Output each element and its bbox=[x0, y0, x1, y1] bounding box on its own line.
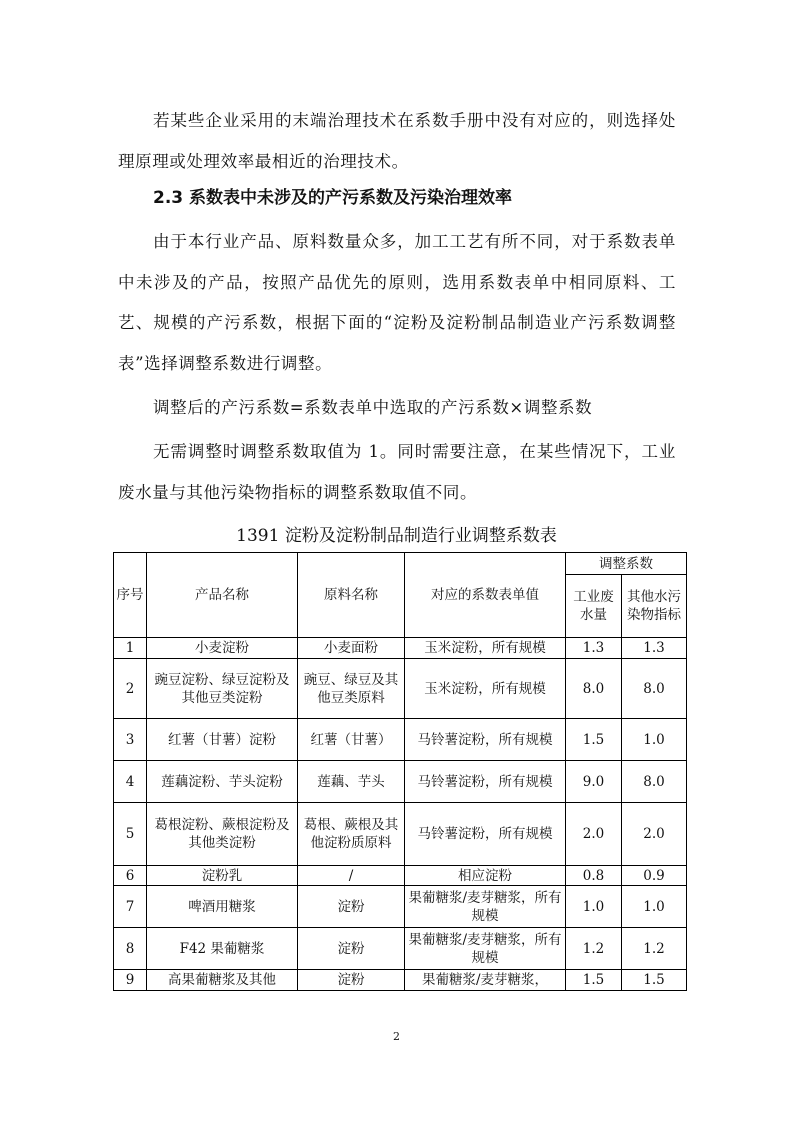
header-unit: 对应的系数表单值 bbox=[405, 553, 566, 638]
cell-material: 葛根、蕨根及其他淀粉质原料 bbox=[298, 803, 405, 866]
header-adjust: 调整系数 bbox=[566, 553, 687, 575]
cell-unit: 果葡糖浆/麦芽糖浆， bbox=[405, 970, 566, 991]
cell-unit: 玉米淀粉，所有规模 bbox=[405, 638, 566, 659]
cell-seq: 7 bbox=[114, 886, 147, 928]
paragraph-formula: 调整后的产污系数=系数表单中选取的产污系数×调整系数 bbox=[153, 398, 593, 417]
cell-other: 1.3 bbox=[622, 638, 687, 659]
table-row bbox=[114, 659, 687, 719]
cell-unit: 马铃薯淀粉，所有规模 bbox=[405, 719, 566, 761]
table-title: 1391 淀粉及淀粉制品制造行业调整系数表 bbox=[236, 526, 557, 546]
cell-unit: 果葡糖浆/麦芽糖浆，所有规模 bbox=[405, 886, 566, 928]
header-other: 其他水污染物指标 bbox=[622, 575, 687, 638]
cell-water: 2.0 bbox=[566, 803, 622, 866]
cell-material: 莲藕、芋头 bbox=[298, 761, 405, 803]
page-number: 2 bbox=[393, 1030, 400, 1043]
cell-material: 淀粉 bbox=[298, 928, 405, 970]
cell-seq: 4 bbox=[114, 761, 147, 803]
cell-water: 9.0 bbox=[566, 761, 622, 803]
table-row bbox=[114, 970, 687, 991]
cell-product: 小麦淀粉 bbox=[147, 638, 298, 659]
adjustment-table bbox=[113, 552, 687, 991]
cell-seq: 3 bbox=[114, 719, 147, 761]
header-material: 原料名称 bbox=[298, 553, 405, 638]
cell-other: 1.0 bbox=[622, 719, 687, 761]
cell-product: 葛根淀粉、蕨根淀粉及其他类淀粉 bbox=[147, 803, 298, 866]
cell-unit: 果葡糖浆/麦芽糖浆，所有规模 bbox=[405, 928, 566, 970]
table-row bbox=[114, 803, 687, 866]
table-row bbox=[114, 866, 687, 886]
cell-material: 小麦面粉 bbox=[298, 638, 405, 659]
cell-water: 1.2 bbox=[566, 928, 622, 970]
cell-seq: 2 bbox=[114, 659, 147, 719]
cell-material: 淀粉 bbox=[298, 886, 405, 928]
cell-unit: 马铃薯淀粉，所有规模 bbox=[405, 803, 566, 866]
paragraph-note: 无需调整时调整系数取值为 1。同时需要注意，在某些情况下，工业废水量与其他污染物指标的调整系数取值不同。 bbox=[118, 442, 676, 502]
cell-other: 8.0 bbox=[622, 659, 687, 719]
cell-material: / bbox=[298, 866, 405, 886]
cell-unit: 玉米淀粉，所有规模 bbox=[405, 659, 566, 719]
cell-product: 高果葡糖浆及其他 bbox=[147, 970, 298, 991]
table-row bbox=[114, 761, 687, 803]
cell-seq: 5 bbox=[114, 803, 147, 866]
cell-water: 1.5 bbox=[566, 719, 622, 761]
cell-unit: 相应淀粉 bbox=[405, 866, 566, 886]
cell-seq: 9 bbox=[114, 970, 147, 991]
cell-other: 0.9 bbox=[622, 866, 687, 886]
section-heading: 2.3 系数表中未涉及的产污系数及污染治理效率 bbox=[153, 188, 513, 208]
cell-water: 1.0 bbox=[566, 886, 622, 928]
cell-water: 1.5 bbox=[566, 970, 622, 991]
cell-product: F42 果葡糖浆 bbox=[147, 928, 298, 970]
cell-water: 0.8 bbox=[566, 866, 622, 886]
cell-other: 1.2 bbox=[622, 928, 687, 970]
header-seq: 序号 bbox=[114, 553, 147, 638]
header-product: 产品名称 bbox=[147, 553, 298, 638]
cell-material: 红薯（甘薯） bbox=[298, 719, 405, 761]
cell-product: 豌豆淀粉、绿豆淀粉及其他豆类淀粉 bbox=[147, 659, 298, 719]
table-row bbox=[114, 886, 687, 928]
cell-product: 啤酒用糖浆 bbox=[147, 886, 298, 928]
cell-seq: 1 bbox=[114, 638, 147, 659]
cell-unit: 马铃薯淀粉，所有规模 bbox=[405, 761, 566, 803]
header-water: 工业废水量 bbox=[566, 575, 622, 638]
cell-product: 淀粉乳 bbox=[147, 866, 298, 886]
table-row bbox=[114, 928, 687, 970]
cell-material: 淀粉 bbox=[298, 970, 405, 991]
cell-material: 豌豆、绿豆及其他豆类原料 bbox=[298, 659, 405, 719]
cell-other: 1.0 bbox=[622, 886, 687, 928]
cell-product: 红薯（甘薯）淀粉 bbox=[147, 719, 298, 761]
table-row bbox=[114, 719, 687, 761]
cell-seq: 8 bbox=[114, 928, 147, 970]
cell-seq: 6 bbox=[114, 866, 147, 886]
table-row bbox=[114, 638, 687, 659]
cell-other: 8.0 bbox=[622, 761, 687, 803]
cell-other: 1.5 bbox=[622, 970, 687, 991]
cell-product: 莲藕淀粉、芋头淀粉 bbox=[147, 761, 298, 803]
cell-water: 8.0 bbox=[566, 659, 622, 719]
paragraph-treatment-tech: 若某些企业采用的末端治理技术在系数手册中没有对应的，则选择处理原理或处理效率最相近的治理技术。 bbox=[118, 111, 676, 171]
cell-other: 2.0 bbox=[622, 803, 687, 866]
cell-water: 1.3 bbox=[566, 638, 622, 659]
paragraph-adjust-method: 由于本行业产品、原料数量众多，加工工艺有所不同，对于系数表单中未涉及的产品，按照产品优先的原则，选用系数表单中相同原料、工艺、规模的产污系数，根据下面的“淀粉及淀粉制品制造业产污系数调整表”选择调整系数进行调整。 bbox=[118, 232, 676, 373]
